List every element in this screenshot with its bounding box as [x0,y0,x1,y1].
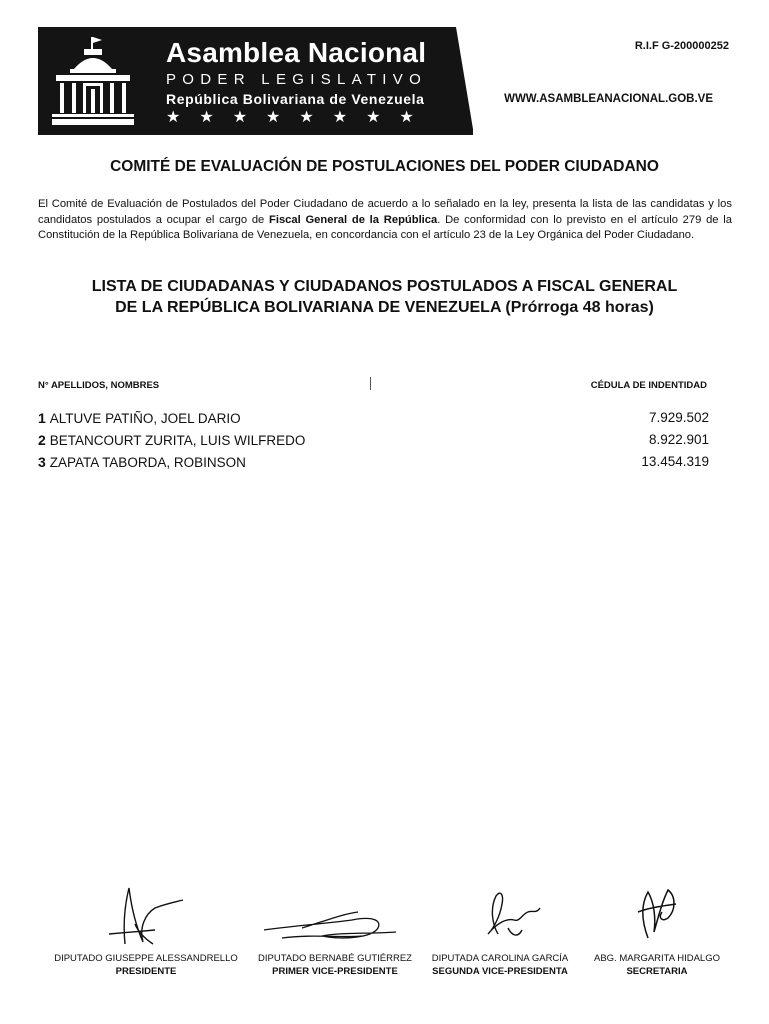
signatory-block [422,952,578,978]
list-title-line1: LISTA DE CIUDADANAS Y CIUDADANOS POSTULADOS A FISCAL GENERAL [91,278,678,295]
intro-position-name: Fiscal General de la República [269,213,438,226]
candidate-name: ALTUVE PATIÑO, JOEL DARIO [49,411,241,426]
signature-president [95,884,195,950]
table-row [38,454,709,470]
signatory-block [40,952,252,978]
signatory-block [250,952,420,978]
signatory-name: DIPUTADA CAROLINA GARCÍA [431,953,569,964]
branch-name: PODER LEGISLATIVO [166,71,428,88]
intro-text-part1: El Comité de Evaluación de Postulados del Poder Ciudadano de acuerdo a lo señalado en la ley, presenta la lista de las candidatas y los candidatos postulados a ocupar el cargo de [38,198,732,226]
signature-first-vice-president [262,904,402,950]
signatory-name: DIPUTADO GIUSEPPE ALESSANDRELLO [54,953,238,964]
list-title-line2-text: DE LA REPÚBLICA BOLIVARIANA DE VENEZUELA [115,299,501,316]
table-row [38,410,709,426]
list-title-extension: (Prórroga 48 horas) [505,299,654,316]
table-header-id: CÉDULA DE INDENTIDAD [590,380,707,391]
signature-secretary [628,882,688,948]
signatory-role: SEGUNDA VICE-PRESIDENTA [432,966,568,977]
rif-number: R.I.F G-200000252 [634,40,729,52]
signatory-block [585,952,729,978]
candidate-id: 7.929.502 [648,410,709,425]
stars-icon: ★★★★★★★★ [166,109,433,126]
list-title [0,276,769,318]
institution-name: Asamblea Nacional [166,37,427,68]
country-name: República Bolivariana de Venezuela [166,91,425,107]
table-header-names: N° APELLIDOS, NOMBRES [38,380,160,391]
list-title-line2 [0,297,769,318]
intro-paragraph [38,197,732,244]
candidate-name: ZAPATA TABORDA, ROBINSON [49,455,246,470]
capitol-building-icon [50,35,136,127]
signatory-name: ABG. MARGARITA HIDALGO [594,953,720,964]
signatory-role: PRESIDENTE [115,966,177,977]
row-number: 2 [38,432,46,448]
candidate-id: 8.922.901 [648,432,709,447]
row-number: 1 [38,410,46,426]
table-row [38,432,709,448]
signatory-name: DIPUTADO BERNABÉ GUTIÉRREZ [258,953,412,964]
table-header-divider [370,377,371,390]
signatory-role: SECRETARIA [626,966,688,977]
website-link[interactable]: WWW.ASAMBLEANACIONAL.GOB.VE [504,93,713,105]
header-banner [38,27,473,135]
row-number: 3 [38,454,46,470]
candidate-name: BETANCOURT ZURITA, LUIS WILFREDO [49,433,306,448]
signatory-role: PRIMER VICE-PRESIDENTE [272,966,398,977]
signature-second-vice-president [478,884,548,946]
candidate-id: 13.454.319 [641,454,709,469]
intro-text-part2: . De conformidad con lo previsto en el artículo 279 de la Constitución de la República Bolivariana de Venezuela, en concordancia con el artículo 23 de la Ley Orgánica del Poder Ciudadano. [38,213,732,241]
committee-title: COMITÉ DE EVALUACIÓN DE POSTULACIONES DEL PODER CIUDADANO [110,158,659,175]
